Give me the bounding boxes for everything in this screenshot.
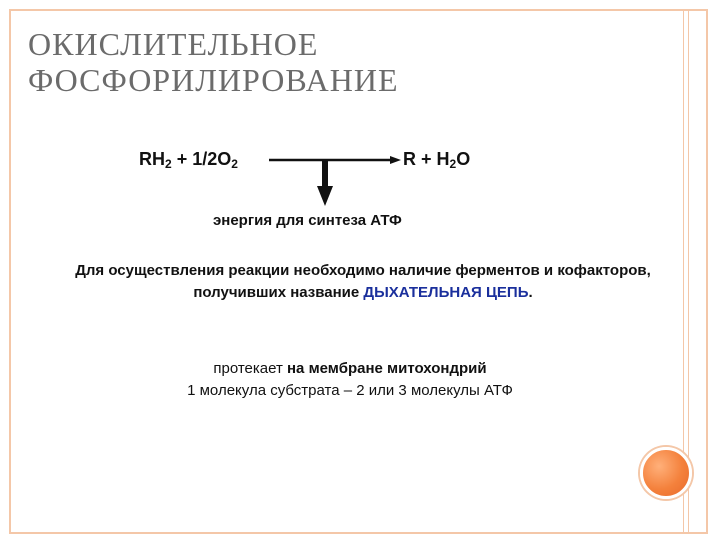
reactant-rh: RH (139, 149, 165, 169)
product-rh: R + H (403, 149, 450, 169)
note-line-1 (120, 358, 580, 380)
notes-block (120, 358, 580, 402)
respiratory-chain-paragraph (68, 260, 658, 304)
note-line-1-plain: протекает (213, 360, 287, 377)
respiratory-chain-term: ДЫХАТЕЛЬНАЯ ЦЕПЬ (363, 284, 529, 301)
slide-title (28, 26, 399, 98)
product-o: O (456, 149, 471, 169)
title-line-2: ФОСФОРИЛИРОВАНИЕ (28, 62, 399, 98)
reactant-sub-2: 2 (231, 157, 238, 171)
energy-label: энергия для синтеза АТФ (213, 212, 402, 229)
paragraph-text: Для осуществления реакции необходимо наличие ферментов и кофакторов, получивших название (75, 262, 651, 301)
reaction-arrow (255, 148, 405, 210)
note-line-2: 1 молекула субстрата – 2 или 3 молекулы АТФ (187, 382, 513, 399)
side-rule-2 (688, 9, 689, 534)
product-sub: 2 (449, 157, 457, 171)
paragraph-end: . (528, 284, 533, 301)
reactant-o2: + 1/2O (171, 149, 232, 169)
equation-reactants (139, 149, 238, 171)
decorative-orb (640, 447, 692, 499)
reactant-sub-1: 2 (165, 157, 172, 171)
title-line-1: ОКИСЛИТЕЛЬНОЕ (28, 26, 319, 62)
note-line-1-bold: на мембране митохондрий (287, 360, 487, 377)
equation-products (403, 149, 470, 171)
